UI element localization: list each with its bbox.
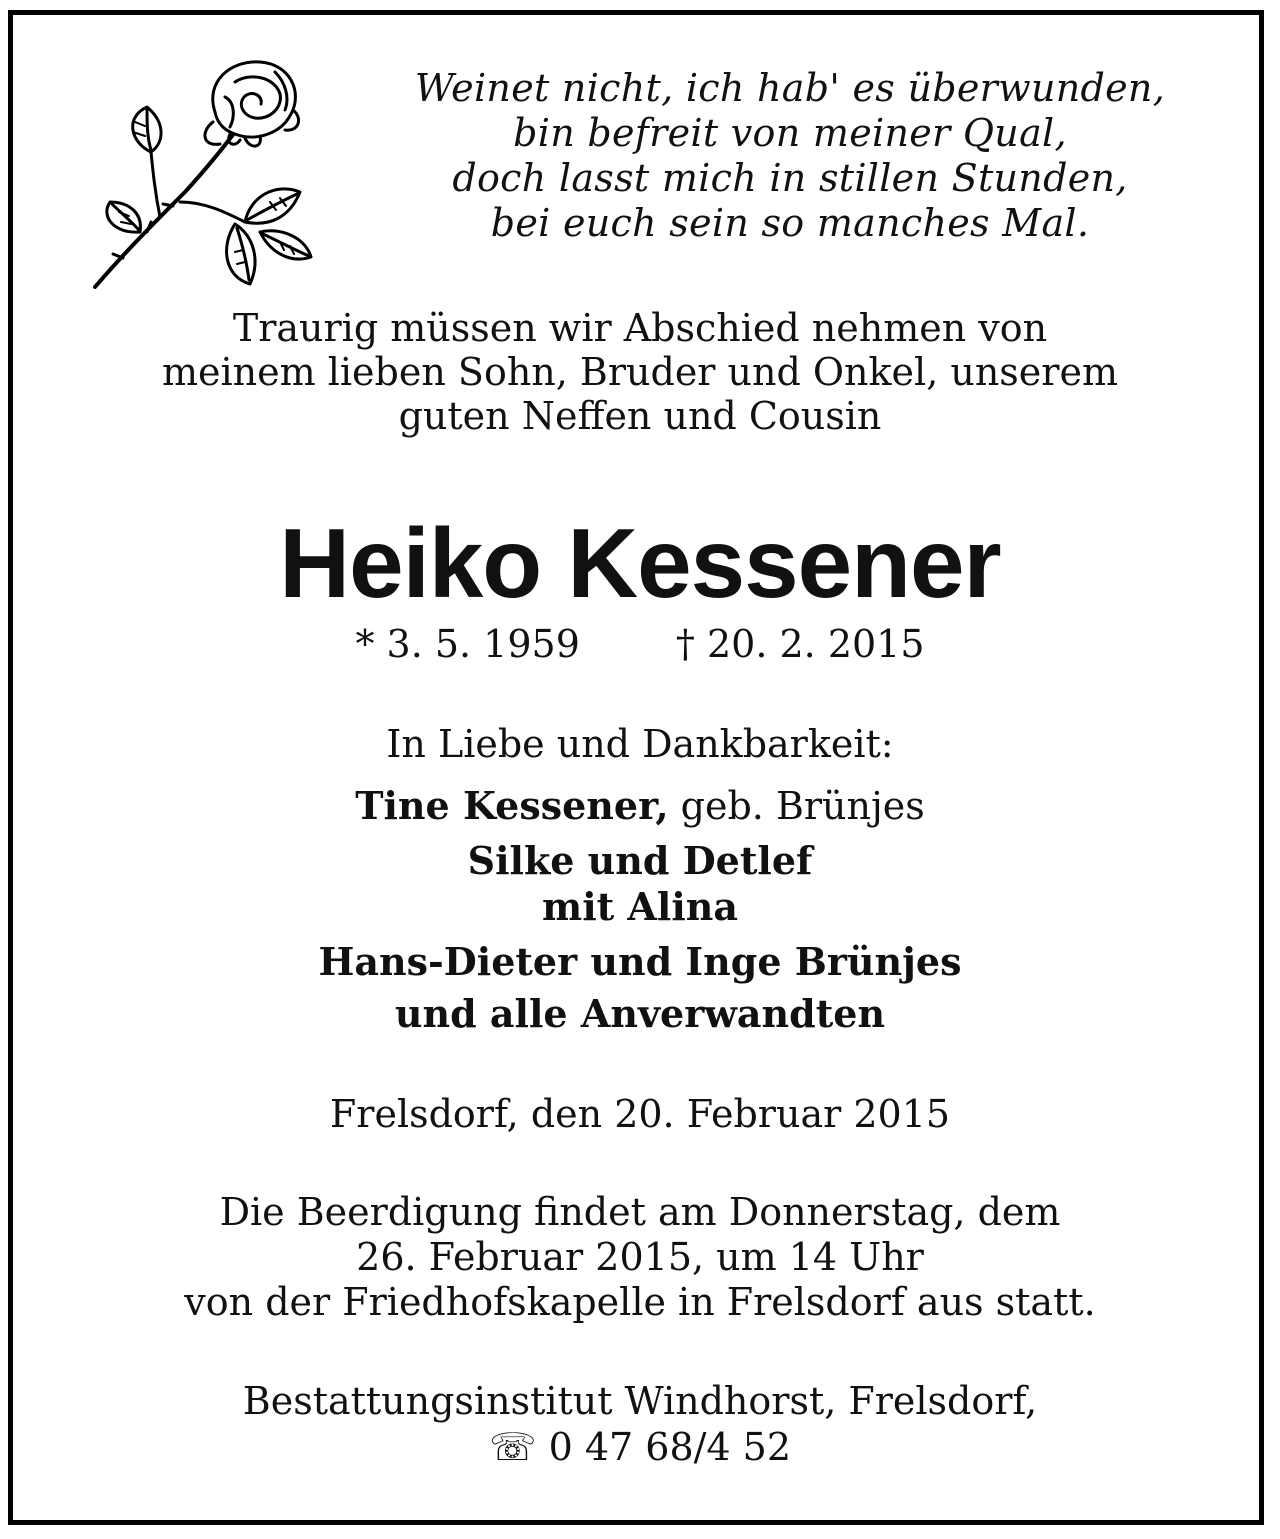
family-line-4: Hans-Dieter und Inge Brünjes: [318, 939, 962, 984]
family-line: mit Alina: [541, 884, 739, 929]
phone-icon: ☏: [488, 1425, 537, 1469]
rose-icon: [85, 52, 315, 302]
funeral-line: 26. Februar 2015, um 14 Uhr: [356, 1235, 924, 1279]
deceased-name: Heiko Kessener: [279, 508, 1001, 618]
family-line-1: [0, 782, 1280, 830]
intro-line: meinem lieben Sohn, Bruder und Onkel, unserem: [162, 350, 1118, 394]
family-line-5: und alle Anverwandten: [394, 991, 886, 1036]
undertaker-name: Bestattungsinstitut Windhorst, Frelsdorf,: [242, 1379, 1038, 1423]
family-name-bold: Tine Kessener,: [355, 783, 669, 828]
poem-line: bei euch sein so manches Mal.: [490, 201, 1090, 245]
funeral-line: von der Friedhofskapelle in Frelsdorf aus statt.: [184, 1280, 1096, 1324]
intro-line: Traurig müssen wir Abschied nehmen von: [232, 306, 1048, 350]
thanks-line: In Liebe und Dankbarkeit:: [386, 722, 894, 766]
family-line: Silke und Detlef: [467, 838, 813, 883]
birth-date: * 3. 5. 1959: [355, 622, 580, 666]
poem-line: bin befreit von meiner Qual,: [513, 111, 1067, 155]
family-name-rest: geb. Brünjes: [668, 784, 925, 828]
death-date: † 20. 2. 2015: [675, 622, 925, 666]
life-dates: [0, 620, 1280, 668]
poem-line: Weinet nicht, ich hab' es überwunden,: [414, 66, 1166, 110]
family-line-2: [0, 838, 1280, 930]
intro-line: guten Neffen und Cousin: [398, 394, 882, 438]
intro-text: [0, 306, 1280, 438]
phone-number: 0 47 68/4 52: [548, 1425, 792, 1469]
place-date: Frelsdorf, den 20. Februar 2015: [329, 1092, 951, 1136]
funeral-info: [0, 1190, 1280, 1325]
poem-line: doch lasst mich in stillen Stunden,: [452, 156, 1128, 200]
undertaker-phone-line: [0, 1424, 1280, 1470]
undertaker-info: [0, 1378, 1280, 1470]
funeral-line: Die Beerdigung findet am Donnerstag, dem: [219, 1190, 1061, 1234]
poem: [340, 66, 1240, 246]
